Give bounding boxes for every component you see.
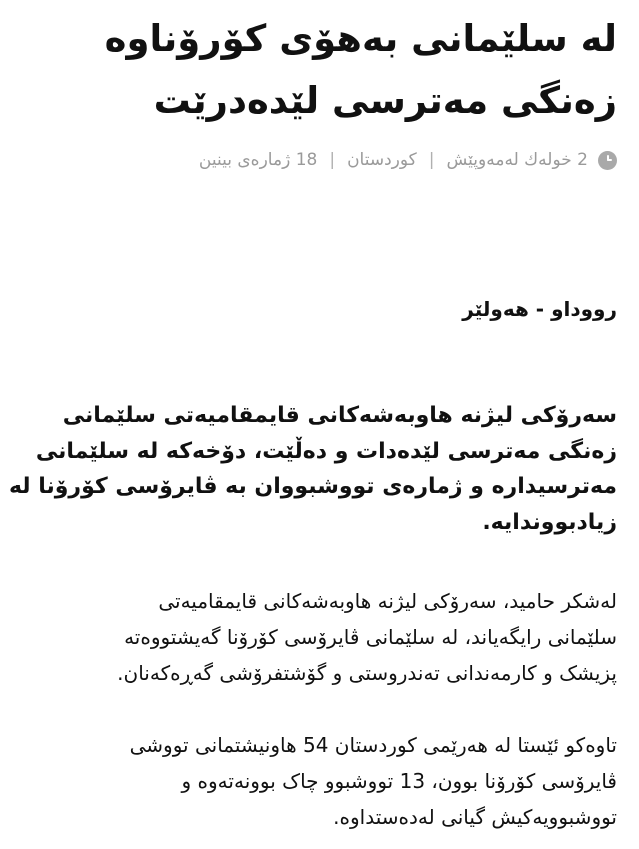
- paragraph-line: ڤایرۆسی کۆرۆنا بوون، 13 تووشبوو چاک بوونەتەوە و: [181, 769, 617, 793]
- article-paragraph: [17, 727, 617, 835]
- lead-line: زەنگی مەترسی لێدەدات و دەڵێت، دۆخەکە لە سلێمانی: [35, 438, 617, 464]
- article-paragraph: [17, 583, 617, 691]
- paragraph-line: پزیشک و کارمەندانی تەندروستی و گۆشتفرۆشی گەڕەکەنان.: [117, 661, 617, 685]
- lead-line: مەترسیدارە و ژمارەی تووشبووان بە ڤایرۆسی کۆرۆنا لە: [8, 474, 617, 499]
- article-title-line: زەنگی مەترسی لێدەدرێت: [153, 79, 617, 122]
- paragraph-line: لەشکر حامید، سەرۆکی لیژنە هاوبەشەکانی قایمقامیەتی: [158, 589, 617, 613]
- paragraph-line: تووشبوویەکیش گیانی لەدەستداوە.: [333, 805, 617, 829]
- published-time: 2 خولەك لەمەوپێش: [446, 150, 588, 170]
- meta-separator: |: [329, 150, 336, 170]
- paragraph-line: تاوەکو ئێستا لە هەرێمی کوردستان 54 هاونیشتمانی تووشی: [129, 733, 617, 757]
- article-title: [17, 8, 617, 132]
- article-dateline: رووداو - هەولێر: [462, 297, 617, 321]
- view-count: 18 ژمارەی بینین: [198, 150, 318, 170]
- article-lead: [8, 398, 617, 540]
- section-link[interactable]: كوردستان: [347, 150, 417, 170]
- paragraph-line: سلێمانی رایگەیاند، لە سلێمانی ڤایرۆسی کۆرۆنا گەیشتووەتە: [124, 625, 617, 649]
- article-meta: [199, 145, 617, 175]
- meta-separator: |: [428, 150, 435, 170]
- lead-line: سەرۆکی لیژنە هاوبەشەکانی قایمقامیەتی سلێمانی: [62, 403, 617, 428]
- article-title-line: له سلێمانی بەهۆی کۆرۆناوە: [104, 17, 617, 60]
- lead-line: زیادبووندایە.: [482, 509, 617, 535]
- clock-icon: [598, 151, 617, 170]
